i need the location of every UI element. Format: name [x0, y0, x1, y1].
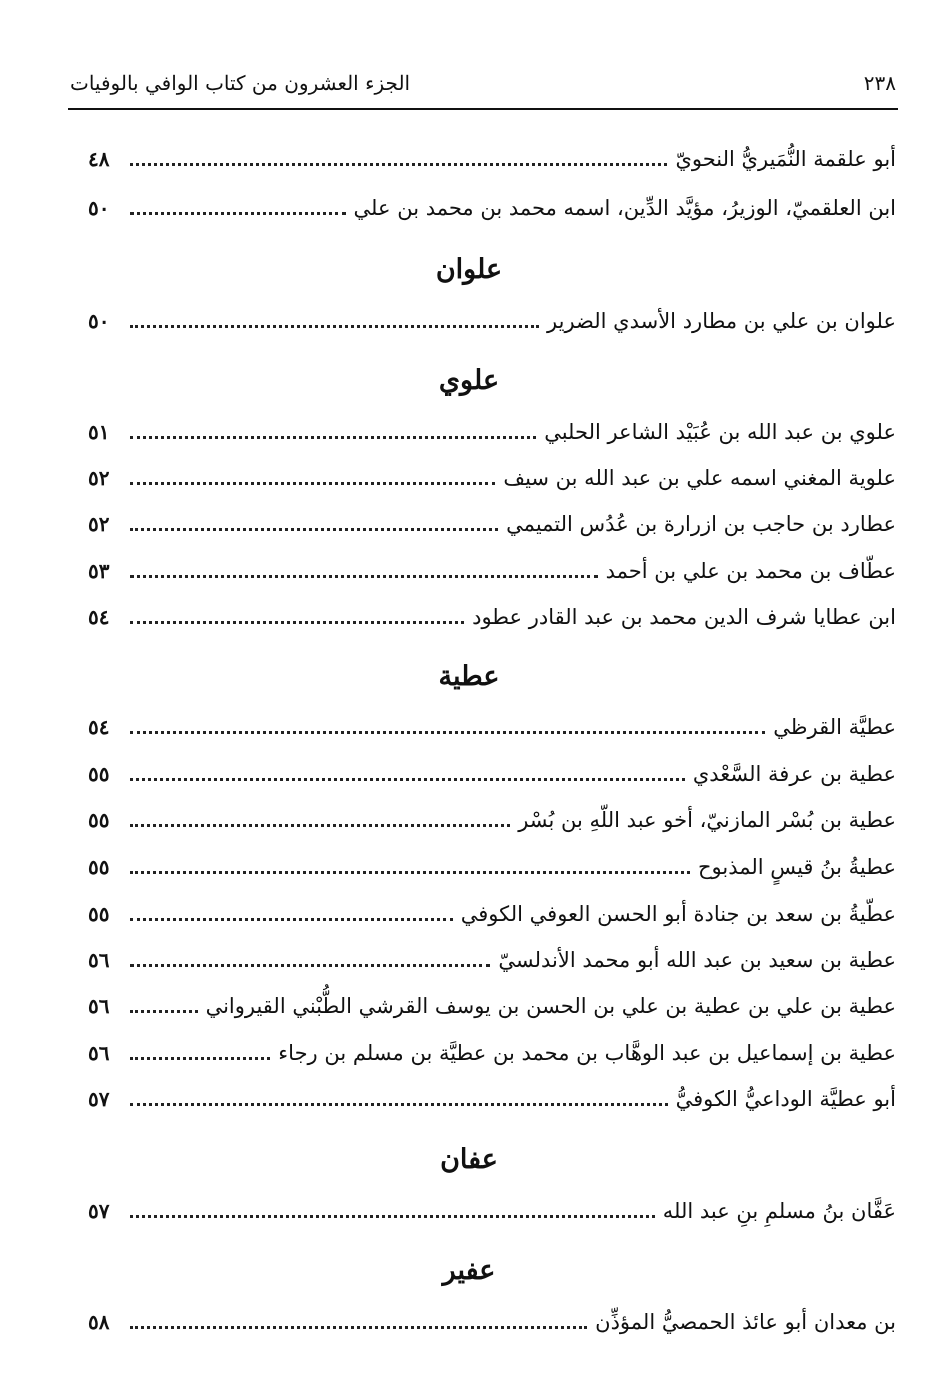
- entry-name: عطارد بن حاجب بن ازرارة بن عُدُس التميمي: [506, 512, 896, 536]
- page-number: ٢٣٨: [863, 71, 896, 95]
- dot-leader: [130, 575, 598, 578]
- entry-name: عطّيةُ بن سعد بن جنادة أبو الحسن العوفي الكوفي: [460, 902, 896, 926]
- section-heading: عفان: [440, 1144, 498, 1175]
- entry-page: ٥٨: [88, 1310, 110, 1334]
- dot-leader: [130, 621, 464, 624]
- section-heading: علوي: [438, 365, 500, 396]
- entry-page: ٥٥: [88, 808, 110, 832]
- dot-leader: [130, 1010, 198, 1013]
- entry-page: ٥١: [88, 420, 110, 444]
- dot-leader: [130, 1103, 668, 1106]
- dot-leader: [130, 1215, 655, 1218]
- entry-name: عَفَّان بنُ مسلمِ بنِ عبد الله: [662, 1199, 896, 1223]
- entry-name: علوية المغني اسمه علي بن عبد الله بن سيف: [503, 466, 896, 490]
- entry-page: ٥٦: [88, 948, 110, 972]
- index-entry: [88, 506, 896, 542]
- entry-name: بن معدان أبو عائذ الحمصيُّ المؤذِّن: [595, 1310, 896, 1334]
- dot-leader: [130, 731, 765, 734]
- index-entry: [88, 988, 896, 1024]
- entry-name: علوان بن علي بن مطارد الأسدي الضرير: [547, 309, 896, 333]
- dot-leader: [130, 824, 510, 827]
- entry-page: ٥٦: [88, 994, 110, 1018]
- index-entry: [88, 190, 896, 226]
- index-entry: [88, 1081, 896, 1117]
- index-entry: [88, 756, 896, 792]
- entry-name: عطية بن علي بن عطية بن علي بن الحسن بن يوسف القرشي الطُّبْني القيرواني: [205, 994, 896, 1018]
- book-title: الجزء العشرون من كتاب الوافي بالوفيات: [70, 71, 411, 95]
- dot-leader: [130, 482, 495, 485]
- entry-name: عطيةُ بنُ قيسٍ المذبوح: [697, 855, 896, 879]
- dot-leader: [130, 871, 690, 874]
- entry-page: ٥٠: [88, 309, 110, 333]
- entry-page: ٥٢: [88, 512, 110, 536]
- dot-leader: [130, 436, 536, 439]
- section-heading: عطية: [438, 661, 500, 692]
- section-heading: عفير: [442, 1255, 496, 1286]
- entry-page: ٥٧: [88, 1087, 110, 1111]
- entry-name: أبو عطيَّة الوداعيُّ الكوفيُّ: [675, 1087, 896, 1111]
- entry-page: ٥٢: [88, 466, 110, 490]
- index-entry: [88, 849, 896, 885]
- index-entry: [88, 1193, 896, 1229]
- entry-page: ٥٤: [88, 715, 110, 739]
- dot-leader: [130, 918, 453, 921]
- header-rule: [68, 108, 898, 110]
- dot-leader: [130, 325, 539, 328]
- dot-leader: [130, 964, 490, 967]
- dot-leader: [130, 528, 498, 531]
- dot-leader: [130, 1326, 587, 1329]
- entry-name: عطية بن عرفة السَّعْدي: [692, 762, 896, 786]
- index-entry: [88, 896, 896, 932]
- entry-page: ٥٠: [88, 196, 110, 220]
- entry-name: علوي بن عبد الله بن عُبَيْد الشاعر الحلبي: [544, 420, 896, 444]
- section-heading: علوان: [435, 254, 503, 285]
- entry-page: ٥٧: [88, 1199, 110, 1223]
- entry-name: عطّاف بن محمد بن علي بن أحمد: [605, 559, 896, 583]
- index-entry: [88, 141, 896, 177]
- dot-leader: [130, 1057, 270, 1060]
- index-entry: [88, 303, 896, 339]
- entry-page: ٥٣: [88, 559, 110, 583]
- entry-name: عطية بن إسماعيل بن عبد الوهَّاب بن محمد بن عطيَّة بن مسلم بن رجاء: [278, 1041, 896, 1065]
- entry-page: ٥٦: [88, 1041, 110, 1065]
- entry-name: ابن العلقميّ، الوزيرُ، مؤيَّد الدِّين، اسمه محمد بن محمد بن علي: [353, 196, 896, 220]
- index-entry: [88, 942, 896, 978]
- index-entry: [88, 553, 896, 589]
- entry-page: ٥٥: [88, 902, 110, 926]
- entry-name: ابن عطايا شرف الدين محمد بن عبد القادر عطود: [472, 605, 896, 629]
- entry-name: عطية بن سعيد بن عبد الله أبو محمد الأندلسيّ: [498, 948, 896, 972]
- index-entry: [88, 1035, 896, 1071]
- dot-leader: [130, 778, 685, 781]
- entry-page: ٥٤: [88, 605, 110, 629]
- dot-leader: [130, 163, 667, 166]
- entry-name: أبو علقمة النُّمَيريُّ النحويّ: [675, 147, 896, 171]
- running-header: [70, 66, 896, 100]
- entry-page: ٥٥: [88, 855, 110, 879]
- entry-page: ٥٥: [88, 762, 110, 786]
- index-entry: [88, 1304, 896, 1340]
- dot-leader: [130, 212, 346, 215]
- entry-name: عطيَّة القرظي: [773, 715, 896, 739]
- index-entry: [88, 802, 896, 838]
- index-entry: [88, 460, 896, 496]
- index-entry: [88, 709, 896, 745]
- entry-page: ٤٨: [88, 147, 110, 171]
- index-entry: [88, 414, 896, 450]
- index-entry: [88, 599, 896, 635]
- entry-name: عطية بن بُسْر المازنيّ، أخو عبد اللّهِ بن بُسْر: [518, 808, 896, 832]
